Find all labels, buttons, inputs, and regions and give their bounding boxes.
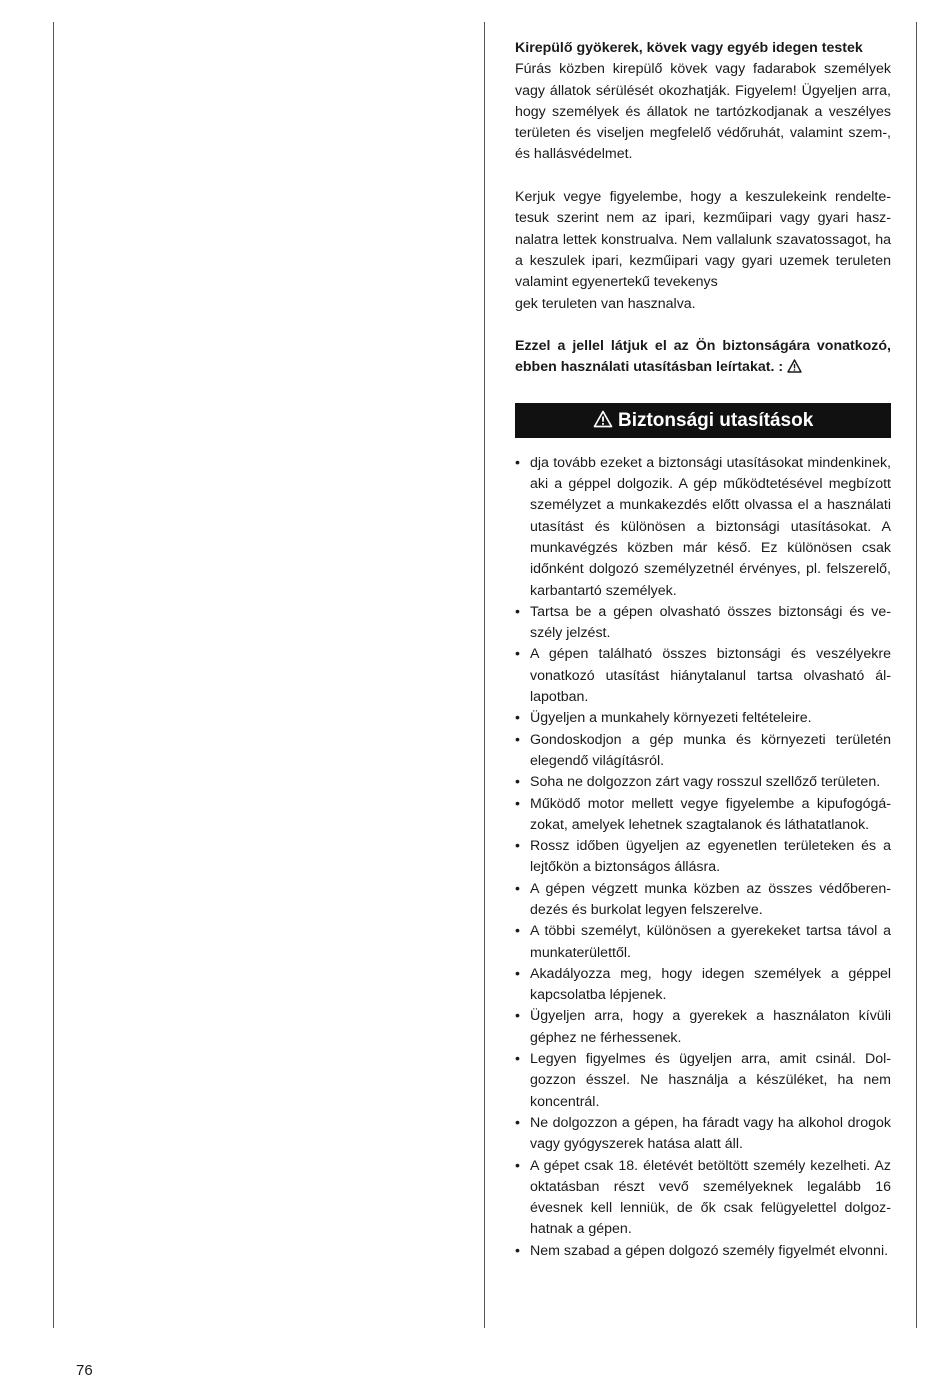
left-margin-rule [53, 22, 54, 1328]
list-item: • Ne dolgozzon a gépen, ha fáradt vagy ha alkohol drogok vagy gyógyszerek hatása alatt áll. [515, 1114, 891, 1153]
usage-notice-line1: Kerjuk vegye figyelembe, hogy a keszulekeink rendeltetesuk szerint nem az ipari, kezműipari vagy gyari hasznalatra lettek konstrualva. Nem vallalunk szavatossagot, ha a keszulek ipari, kezműipari vagy gyari uzemek teruleten valamint egyenertekű tevekenys [515, 189, 891, 291]
intro-paragraph [515, 38, 891, 166]
bullet-marker: • [515, 1051, 520, 1068]
bullet-marker: • [515, 838, 520, 855]
bullet-marker: • [515, 710, 520, 727]
list-item: • Soha ne dolgozzon zárt vagy rosszul szellőző területen. [515, 772, 891, 793]
list-item: • A gépen végzett munka közben az összes védőberendezés és burkolat legyen felszerelve. [515, 880, 891, 918]
bullet-marker: • [515, 880, 520, 897]
warning-triangle-icon [787, 359, 802, 375]
usage-notice-line2: gek teruleten van hasznalva. [515, 295, 696, 312]
bullet-marker: • [515, 965, 520, 982]
bullet-marker: • [515, 1157, 520, 1174]
bullet-marker: • [515, 646, 520, 663]
list-item: • Legyen figyelmes és ügyeljen arra, amit csinál. Dolgozzon ésszel. Ne használja a készüléket, ha nem koncentrál. [515, 1051, 891, 1110]
bullet-marker: • [515, 731, 520, 748]
intro-heading: Kirepülő gyökerek, kövek vagy egyéb idegen testek [515, 40, 863, 56]
usage-notice-paragraph [515, 187, 891, 315]
list-item: • dja tovább ezeket a biztonsági utasításokat mindenkinek, aki a géppel dolgozik. A gép működtetésével megbízott személyzet a munkakezdés előtt olvassa el a használati utasítást és különösen a biztonsági utasításokat. A munkavégzés közben már késő. Ez különösen csak időnként dolgozó személyzetnél érvényes, pl. felszerelő, karbantartó személyek. [515, 454, 891, 599]
right-margin-rule [916, 22, 917, 1328]
bullet-marker: • [515, 1114, 520, 1131]
list-item: • A gépen található összes biztonsági és veszélyekre vonatkozó utasítást hiánytalanul tartsa olvasható állapotban. [515, 646, 891, 706]
bullet-marker: • [515, 1008, 520, 1025]
list-item: • A gépet csak 18. életévét betöltött személy kezelheti. Az oktatásban részt vevő személyeknek legalább 16 évesnek kell lenniük, de ők csak felügyelettel dolgozhatnak a gépen. [515, 1157, 891, 1238]
list-item: • Működő motor mellett vegye figyelembe a kipufogógázokat, amelyek lehetnek szagtalanok és láthatatlanok. [515, 795, 891, 833]
bullet-marker: • [515, 1242, 520, 1259]
bullet-marker: • [515, 774, 520, 791]
column-divider-rule [484, 22, 485, 1328]
bullet-marker: • [515, 454, 520, 471]
list-item: • Ügyeljen arra, hogy a gyerekek a használaton kívüli géphez ne férhessenek. [515, 1008, 891, 1046]
safety-section-title: Biztonsági utasítások [617, 409, 814, 431]
list-item: • Rossz időben ügyeljen az egyenetlen területeken és a lejtőkön a biztonságos állásra. [515, 838, 891, 876]
right-text-column [515, 38, 891, 1262]
symbol-note-text: Ezzel a jellel látjuk el az Ön biztonságára vonatkozó, ebben használati utasításban leírtakat. : [515, 338, 891, 376]
list-item: • Ügyeljen a munkahely környezeti feltételeire. [515, 708, 891, 729]
bullet-marker: • [515, 795, 520, 812]
bullet-marker: • [515, 923, 520, 940]
safety-instructions-list [515, 453, 891, 1262]
list-item: • Nem szabad a gépen dolgozó személy figyelmét elvonni. [515, 1241, 891, 1262]
symbol-note-paragraph [515, 336, 891, 379]
safety-section-banner [515, 403, 891, 438]
bullet-marker: • [515, 603, 520, 620]
list-item: • Tartsa be a gépen olvasható összes biztonsági és veszély jelzést. [515, 603, 891, 642]
list-item: • Gondoskodjon a gép munka és környezeti területén elegendő világításról. [515, 731, 891, 769]
warning-triangle-icon [593, 410, 613, 431]
list-item: • Akadályozza meg, hogy idegen személyek a géppel kapcsolatba lépjenek. [515, 965, 891, 1004]
intro-body: Fúrás közben kirepülő kövek vagy fadarabok személyek vagy állatok sérülését okozhatják. Figyelem! Ügyeljen arra, hogy személyek és állatok ne tartózkodjanak a veszélyes területen és viseljen megfelelő védőruhát, valamint szem-, és hallásvédelmet. [515, 61, 891, 163]
page-number: 76 [76, 1362, 93, 1379]
list-item: • A többi személyt, különösen a gyerekeket tartsa távol a munkaterülettől. [515, 923, 891, 961]
